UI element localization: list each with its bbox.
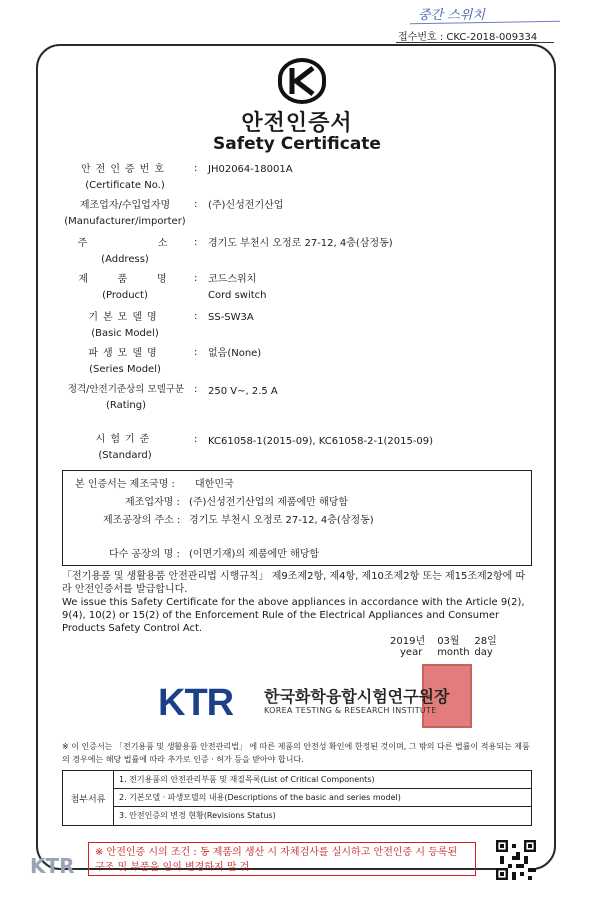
date-month: 03월 [437,636,460,647]
field-label-manufacturer: 제조업자/수입업자명 (Manufacturer/importer) [64,200,186,227]
row-divider [113,788,531,789]
field-value-standard: KC61058-1(2015-09), KC61058-2-1(2015-09) [208,436,434,447]
institute-name-korean: 한국화학융합시험연구원장 [264,687,450,706]
box-multi-value: (이면기재)의 제품에만 해당함 [189,549,320,560]
footer-ktr-logo: KTR [30,854,75,878]
issuance-statement-korean: 「전기용품 및 생활용품 안전관리법 시행규칙」 제9조제2항, 제4항, 제10조제2항 또는 제15조제2항에 따라 안전인증서를 발급합니다. [62,571,526,595]
date-month-en: month [437,647,470,658]
colon: : [194,347,198,358]
field-label-standard: 시험기준 (Standard) [95,434,155,461]
receipt-number: 접수번호 : CKC-2018-009334 [398,32,538,43]
attachment-item: 2. 기본모델 · 파생모델의 내용(Descriptions of the basic and series model) [119,793,401,802]
colon: : [194,163,198,174]
ktr-logo: KTR [158,682,234,724]
box-maker-label: 제조업자명 : [125,497,180,508]
date-year: 2019년 [390,636,426,647]
field-label-series-model: 파생모델명 (Series Model) [88,348,162,375]
attachments-table [62,770,532,826]
handwritten-note: 중간 스위치 [418,8,485,23]
box-country-value: 대한민국 [195,479,234,490]
kc-mark-icon [278,58,326,104]
date-day: 28일 [474,636,497,647]
legal-note: ※ 이 인증서는 「전기용품 및 생활용품 안전관리법」 에 따른 제품의 안전성 확인에 한정된 것이며, 그 밖의 다른 법률이 적용되는 제품의 경우에는 해당 법률에 따라 추가로 인증 · 허가 등을 받아야 합니다. [62,742,530,764]
field-label-certificate-no: 안전인증번호 (Certificate No.) [81,164,169,191]
field-value-address: 경기도 부천시 오정로 27-12, 4층(삼정동) [208,238,393,249]
date-day-en: day [474,647,493,658]
field-value-manufacturer: (주)신성전기산업 [208,200,284,211]
box-multi-label: 다수 공장의 명 : [109,549,180,560]
manufacturing-info-box [62,470,532,566]
colon: : [194,237,198,248]
date-year-en: year [400,647,423,658]
box-factory-value: 경기도 부천시 오정로 27-12, 4층(삼정동) [189,515,374,526]
colon: : [194,311,198,322]
row-divider [113,806,531,807]
colon: : [194,199,198,210]
box-country-label: 본 인증서는 제조국명 : [75,479,175,490]
field-label-address: 주 소 (Address) [77,238,173,265]
field-value-basic-model: SS-SW3A [208,312,254,323]
field-value-product: 코드스위치 Cord switch [208,274,267,301]
institute-name-english: KOREA TESTING & RESEARCH INSTITUTE [264,706,437,715]
field-label-rating: 정격/안전기준상의 모델구분 (Rating) [67,384,185,411]
colon: : [194,273,198,284]
certification-condition-warning: ※ 안전인증 시의 조건 : 동 제품의 생산 시 자체검사를 실시하고 안전인증 시 등록된 구조 및 부품을 임의 변경하지 말 것. [88,842,476,876]
attachment-item: 1. 전기용품의 안전관리부품 및 재질목록(List of Critical Components) [119,775,375,784]
attachment-item: 3. 안전인증의 변경 현황(Revisions Status) [119,811,276,820]
issuance-statement-english: We issue this Safety Certificate for the above appliances in accordance with the Article 9(2), 9(4), 10(2) or 15(2) of the Enforcement Rule of the Electrical Appliances and Consumer Products Safety Control Act. [62,597,525,634]
issuance-statement [62,570,532,635]
colon: : [194,384,198,395]
field-value-series-model: 없음(None) [208,348,262,359]
box-factory-label: 제조공장의 주소 : [103,515,181,526]
field-value-rating: 250 V~, 2.5 A [208,386,278,397]
title-korean: 안전인증서 [241,111,353,136]
field-value-certificate-no: JH02064-18001A [208,164,293,175]
qr-code-icon [496,840,536,880]
receipt-underline [396,42,554,43]
box-maker-value: (주)신성전기산업의 제품에만 해당함 [189,497,349,508]
field-label-basic-model: 기본모델명 (Basic Model) [88,312,162,339]
title-english: Safety Certificate [213,134,381,154]
colon: : [194,434,198,445]
issue-date [390,636,504,658]
attachments-label: 첨부서류 [63,771,114,825]
field-label-product: 제 품 명 (Product) [78,274,172,301]
